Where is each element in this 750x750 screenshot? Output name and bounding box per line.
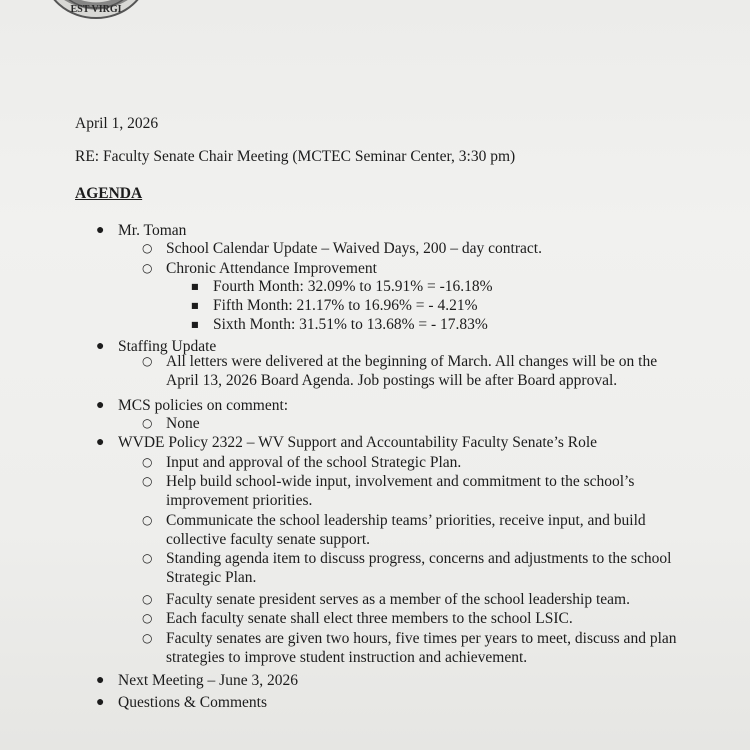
agenda-item-label: MCS policies on comment: xyxy=(118,397,289,414)
agenda-item-label: Staffing Update xyxy=(118,338,217,355)
seal-text: EST VIRGI xyxy=(70,4,122,15)
agenda-item-mcs-policies xyxy=(96,396,289,415)
subitem-communicate-priorities xyxy=(142,511,666,549)
detail-label: Fifth Month: 21.17% to 16.96% = - 4.21% xyxy=(213,297,478,314)
bullet-icon: ● xyxy=(96,398,105,413)
square-bullet-icon: ■ xyxy=(191,282,199,291)
subitem-elect-lsic xyxy=(142,609,706,628)
detail-fourth-month xyxy=(191,277,493,296)
square-bullet-icon: ■ xyxy=(191,301,199,310)
circle-bullet-icon: ○ xyxy=(142,513,153,527)
subitem-label: None xyxy=(166,415,200,432)
circle-bullet-icon: ○ xyxy=(142,631,153,645)
memo-subject: RE: Faculty Senate Chair Meeting (MCTEC Seminar Center, 3:30 pm) xyxy=(75,148,516,165)
circle-bullet-icon: ○ xyxy=(142,354,153,368)
bullet-icon: ● xyxy=(96,339,105,354)
agenda-item-label: Questions & Comments xyxy=(118,694,267,711)
subitem-standing-agenda xyxy=(142,549,691,587)
circle-bullet-icon: ○ xyxy=(142,261,153,275)
bullet-icon: ● xyxy=(96,435,105,450)
subitem-label: School Calendar Update – Waived Days, 200 – day contract. xyxy=(166,240,542,257)
subitem-president-member xyxy=(142,590,706,609)
subitem-school-wide-input xyxy=(142,472,656,510)
agenda-item-wvde-policy xyxy=(96,433,598,452)
circle-bullet-icon: ○ xyxy=(142,455,153,469)
circle-bullet-icon: ○ xyxy=(142,592,153,606)
subitem-label: Chronic Attendance Improvement xyxy=(166,260,377,277)
agenda-item-label: Next Meeting – June 3, 2026 xyxy=(118,672,298,689)
bullet-icon: ● xyxy=(96,223,105,238)
agenda-title: AGENDA xyxy=(75,185,143,202)
subitem-chronic-attendance xyxy=(142,259,706,278)
subitem-label: Help build school-wide input, involvement and commitment to the school’s improvement priorities. xyxy=(166,473,635,509)
agenda-item-next-meeting xyxy=(96,671,298,690)
agenda-item-label: Mr. Toman xyxy=(118,222,187,239)
agenda-item-label: WVDE Policy 2322 – WV Support and Accountability Faculty Senate’s Role xyxy=(118,434,598,451)
subitem-two-hours xyxy=(142,629,691,667)
circle-bullet-icon: ○ xyxy=(142,611,153,625)
memo-date: April 1, 2026 xyxy=(75,115,159,132)
subitem-label: Standing agenda item to discuss progress, concerns and adjustments to the school Strategic Plan. xyxy=(166,550,672,586)
subitem-label: All letters were delivered at the beginning of March. All changes will be on the April 13, 2026 Board Agenda. Job postings will be after Board approval. xyxy=(166,353,658,389)
circle-bullet-icon: ○ xyxy=(142,241,153,255)
detail-label: Fourth Month: 32.09% to 15.91% = -16.18% xyxy=(213,278,493,295)
subitem-strategic-plan-approval xyxy=(142,453,706,472)
subitem-label: Communicate the school leadership teams’ priorities, receive input, and build collective faculty senate support. xyxy=(166,512,646,548)
detail-sixth-month xyxy=(191,315,488,334)
agenda-item-questions xyxy=(96,693,267,712)
subitem-calendar-update xyxy=(142,239,706,258)
subitem-label: Each faculty senate shall elect three members to the school LSIC. xyxy=(166,610,573,627)
detail-label: Sixth Month: 31.51% to 13.68% = - 17.83% xyxy=(213,316,488,333)
detail-fifth-month xyxy=(191,296,478,315)
circle-bullet-icon: ○ xyxy=(142,416,153,430)
circle-bullet-icon: ○ xyxy=(142,474,153,488)
square-bullet-icon: ■ xyxy=(191,320,199,329)
subitem-none xyxy=(142,414,706,433)
circle-bullet-icon: ○ xyxy=(142,551,153,565)
bullet-icon: ● xyxy=(96,695,105,710)
subitem-staffing-letters xyxy=(142,352,676,390)
subitem-label: Faculty senate president serves as a member of the school leadership team. xyxy=(166,591,630,608)
agenda-item-mr-toman xyxy=(96,221,187,240)
subitem-label: Faculty senates are given two hours, five times per years to meet, discuss and plan strategies to improve student instruction and achievement. xyxy=(166,630,677,666)
bullet-icon: ● xyxy=(96,673,105,688)
subitem-label: Input and approval of the school Strategic Plan. xyxy=(166,454,462,471)
